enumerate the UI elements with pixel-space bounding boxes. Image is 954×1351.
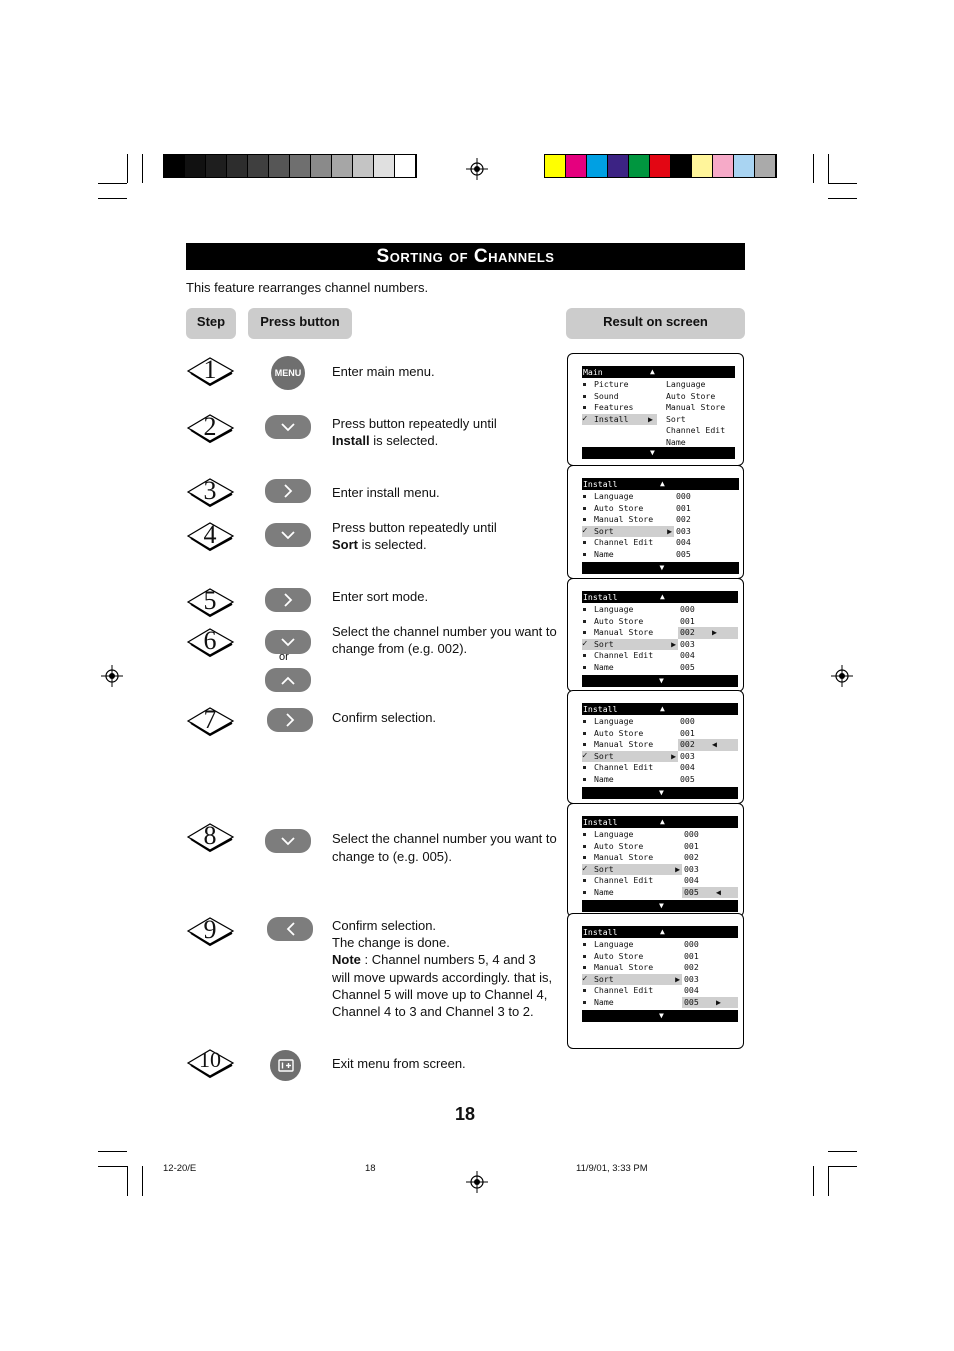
osd-submenu-item: Auto Store [666, 390, 716, 401]
osd-title: Install [583, 817, 618, 827]
step-9-line2: The change is done. [332, 935, 450, 951]
crop-mark [142, 1166, 143, 1196]
color-swatch [374, 155, 395, 177]
header-result: Result on screen [566, 308, 745, 339]
step-number-label: 3 [203, 476, 217, 505]
step-4-text [332, 519, 557, 553]
osd-item-label: Auto Store [594, 615, 644, 626]
osd-channel-number: 000 [680, 604, 695, 614]
osd-channel-number: 001 [680, 615, 695, 626]
step-3-text: Enter install menu. [332, 485, 440, 500]
osd-item-label: Channel Edit [594, 875, 654, 885]
osd-channel-number: 004 [676, 537, 691, 547]
osd-menu-item [582, 985, 682, 997]
result-screen-1 [567, 353, 744, 466]
step-number-4 [186, 519, 236, 553]
crop-mark [98, 198, 127, 199]
osd-item-label: Name [594, 886, 614, 897]
step-number-label: 5 [203, 586, 217, 615]
osd-channel-number: 003 [680, 750, 695, 761]
grayscale-bar [163, 154, 417, 178]
osd-item-label: Name [594, 773, 614, 784]
crop-mark [127, 154, 128, 183]
crop-mark [828, 1166, 829, 1196]
crop-mark [828, 154, 829, 183]
step-2-post: is selected. [369, 433, 439, 449]
result-screen-6 [567, 913, 744, 1049]
step-4-bold: Sort [332, 537, 358, 553]
osd-item-label: Sort [594, 750, 614, 761]
arrow-left-icon: ◀ [716, 886, 721, 897]
color-swatch [395, 155, 416, 177]
step-4-post: is selected. [358, 537, 427, 553]
osd-menu-item [582, 526, 674, 538]
osd-channel-number: 001 [676, 502, 691, 513]
osd-item-label: Auto Store [594, 840, 644, 851]
osd-menu-item [582, 997, 682, 1009]
down-button[interactable] [265, 829, 311, 853]
step-number-2 [186, 411, 236, 445]
note-label: Note [332, 952, 361, 968]
osd-channel-number: 002 [676, 514, 691, 524]
color-swatch [566, 155, 587, 177]
chevron-right-icon [286, 713, 295, 727]
arrow-right-icon: ▶ [648, 413, 653, 424]
arrow-down-icon: ▼ [650, 448, 655, 457]
osd-item-label: Manual Store [594, 739, 654, 749]
step-number-label: 2 [203, 412, 217, 441]
bullet-icon [583, 966, 586, 969]
footer-left: 12-20/E [163, 1163, 197, 1174]
osd-item-label: Manual Store [594, 852, 654, 862]
chevron-up-icon [281, 676, 295, 685]
osd-bottom-bar [582, 900, 738, 912]
osd-item-label: Language [594, 604, 634, 614]
color-swatch [692, 155, 713, 177]
osd-channel-number: 003 [680, 638, 695, 649]
osd-item-label: Channel Edit [594, 985, 654, 995]
osd-exit-button[interactable] [270, 1050, 301, 1081]
crop-mark [828, 1151, 857, 1152]
osd-menu-item [582, 841, 682, 853]
osd-channel-number: 003 [684, 863, 699, 874]
osd-menu-item [582, 379, 662, 391]
chevron-right-icon [284, 593, 293, 607]
arrow-right-icon: ▶ [712, 627, 717, 637]
bullet-icon [583, 608, 586, 611]
osd-menu-item [582, 728, 678, 740]
osd-item-label: Picture [594, 379, 629, 389]
footer-center: 18 [365, 1163, 376, 1174]
arrow-up-icon: ▲ [660, 817, 665, 826]
header-press-button: Press button [248, 308, 352, 339]
color-swatch [269, 155, 290, 177]
step-number-9 [186, 914, 236, 948]
bullet-icon [583, 631, 586, 634]
step-2-text [332, 415, 557, 449]
osd-channel-number: 000 [684, 829, 699, 839]
osd-menu-item [582, 887, 682, 899]
osd-channel-number: 005 [676, 548, 691, 559]
arrow-up-icon: ▲ [660, 704, 665, 713]
bullet-icon [583, 553, 586, 556]
osd-channel-number: 000 [680, 716, 695, 726]
osd-menu-item [582, 627, 678, 639]
osd-item-label: Name [594, 996, 614, 1007]
osd-submenu-item: Channel Edit [666, 425, 726, 435]
osd-title: Install [583, 479, 618, 489]
step-8-text: Select the channel number you want to change to (e.g. 005). [332, 831, 557, 864]
osd-item-label: Channel Edit [594, 537, 654, 547]
osd-title: Install [583, 704, 618, 714]
bullet-icon [583, 620, 586, 623]
osd-menu-item [582, 616, 678, 628]
crop-mark [828, 183, 857, 184]
osd-channel-number: 002 [684, 962, 699, 972]
osd-title: Main [583, 367, 603, 377]
color-swatch [650, 155, 671, 177]
step-2-bold: Install [332, 433, 370, 449]
footer-right: 11/9/01, 3:33 PM [576, 1163, 648, 1174]
step-number-6 [186, 625, 236, 659]
step-number-1 [186, 354, 236, 388]
step-number-7 [186, 704, 236, 738]
crop-mark [813, 1166, 814, 1196]
osd-menu-item [582, 402, 662, 414]
osd-submenu-item: Language [666, 379, 706, 389]
bullet-icon [583, 1001, 586, 1004]
up-button[interactable] [265, 668, 311, 692]
chevron-down-icon [281, 531, 295, 540]
osd-title: Install [583, 927, 618, 937]
bullet-icon [583, 507, 586, 510]
bullet-icon [583, 856, 586, 859]
osd-channel-number: 004 [684, 875, 699, 885]
osd-channel-number: 004 [684, 985, 699, 995]
result-screen-3 [567, 578, 744, 692]
chevron-right-icon [284, 484, 293, 498]
bullet-icon [583, 891, 586, 894]
right-button[interactable] [265, 479, 311, 503]
bullet-icon [583, 406, 586, 409]
down-button[interactable] [265, 415, 311, 439]
osd-menu-item [582, 391, 662, 403]
crop-mark [828, 198, 857, 199]
osd-channel-number: 004 [680, 650, 695, 660]
crop-mark [98, 183, 127, 184]
bullet-icon [583, 495, 586, 498]
registration-mark-icon [831, 665, 853, 687]
osd-channel-number: 005 [684, 996, 699, 1007]
osd-menu-item [582, 650, 678, 662]
osd-bottom-bar [582, 562, 739, 574]
check-icon: ✓ [582, 525, 588, 536]
color-swatch [248, 155, 269, 177]
color-swatch [713, 155, 734, 177]
osd-channel-number: 002 [680, 739, 695, 749]
osd-bottom-bar [582, 787, 738, 799]
color-swatch [629, 155, 650, 177]
osd-title-bar [582, 478, 739, 490]
color-swatch [671, 155, 692, 177]
registration-mark-icon [466, 1171, 488, 1193]
arrow-up-icon: ▲ [650, 367, 655, 376]
osd-menu-item [582, 974, 682, 986]
header-step: Step [186, 308, 236, 339]
arrow-right-icon: ▶ [675, 973, 680, 984]
step-1-text: Enter main menu. [332, 364, 435, 379]
step-number-8 [186, 820, 236, 854]
step-5-text: Enter sort mode. [332, 589, 429, 604]
arrow-down-icon: ▼ [659, 788, 664, 797]
color-swatch [755, 155, 776, 177]
bullet-icon [583, 732, 586, 735]
osd-item-label: Language [594, 716, 634, 726]
osd-title-bar [582, 366, 735, 378]
registration-mark-icon [466, 158, 488, 180]
osd-menu-item [582, 503, 674, 515]
osd-item-label: Channel Edit [594, 650, 654, 660]
color-swatch [206, 155, 227, 177]
step-number-label: 9 [203, 915, 217, 944]
osd-menu-item [582, 491, 674, 503]
osd-menu-item [582, 549, 674, 561]
step-2-pre: Press button repeatedly until [332, 416, 497, 431]
osd-title: Install [583, 592, 618, 602]
bullet-icon [583, 720, 586, 723]
color-swatch [545, 155, 566, 177]
osd-item-label: Channel Edit [594, 762, 654, 772]
right-button[interactable] [267, 708, 313, 732]
osd-item-label: Name [594, 661, 614, 672]
arrow-up-icon: ▲ [660, 479, 665, 488]
right-button[interactable] [265, 588, 311, 612]
osd-channel-number: 000 [684, 939, 699, 949]
crop-mark [98, 1151, 127, 1152]
bullet-icon [583, 541, 586, 544]
osd-menu-item [582, 951, 682, 963]
osd-item-label: Auto Store [594, 502, 644, 513]
osd-channel-number: 002 [684, 852, 699, 862]
color-swatch [332, 155, 353, 177]
step-6-text: Select the channel number you want to change from (e.g. 002). [332, 624, 557, 657]
crop-mark [142, 154, 143, 183]
color-bar [544, 154, 777, 178]
osd-channel-number: 001 [684, 950, 699, 961]
step-number-label: 4 [203, 520, 217, 549]
osd-menu-item [582, 762, 678, 774]
arrow-down-icon: ▼ [659, 563, 665, 572]
osd-menu-item [582, 639, 678, 651]
osd-menu-item [582, 774, 678, 786]
chevron-down-icon [281, 638, 295, 647]
check-icon: ✓ [582, 863, 588, 874]
osd-menu-item [582, 829, 682, 841]
arrow-down-icon: ▼ [659, 1011, 664, 1020]
osd-submenu-item: Sort [666, 413, 686, 424]
osd-item-label: Manual Store [594, 514, 654, 524]
chevron-left-icon [286, 922, 295, 936]
crop-mark [98, 1166, 127, 1167]
osd-item-label: Manual Store [594, 962, 654, 972]
bullet-icon [583, 654, 586, 657]
color-swatch [311, 155, 332, 177]
menu-button[interactable]: MENU [271, 356, 305, 390]
step-4-pre: Press button repeatedly until [332, 520, 497, 535]
step-number-label: 1 [203, 355, 217, 384]
osd-title-bar [582, 816, 738, 828]
chevron-down-icon [281, 423, 295, 432]
arrow-up-icon: ▲ [660, 927, 665, 936]
step-7-text: Confirm selection. [332, 710, 437, 725]
color-swatch [290, 155, 311, 177]
osd-channel-number: 005 [684, 886, 699, 897]
color-swatch [734, 155, 755, 177]
osd-channel-number: 001 [680, 727, 695, 738]
arrow-right-icon: ▶ [667, 525, 672, 536]
intro-text: This feature rearranges channel numbers. [186, 280, 429, 295]
result-screen-4 [567, 690, 744, 804]
step-9-text [332, 917, 557, 1020]
color-swatch [227, 155, 248, 177]
osd-menu-item [582, 875, 682, 887]
step-10-text: Exit menu from screen. [332, 1056, 466, 1071]
color-swatch [608, 155, 629, 177]
note-text: : Channel numbers 5, 4 and 3 will move upwards accordingly. that is, Channel 5 will move up to Channel 4, Channel 4 to 3 and Channel 3 to 2. [332, 952, 553, 1020]
color-swatch [185, 155, 206, 177]
arrow-left-icon: ◀ [712, 739, 717, 749]
bullet-icon [583, 518, 586, 521]
osd-item-label: Features [594, 402, 634, 412]
osd-channel-number: 005 [680, 661, 695, 672]
osd-item-label: Language [594, 491, 634, 501]
arrow-right-icon: ▶ [671, 750, 676, 761]
bullet-icon [583, 666, 586, 669]
step-number-5 [186, 585, 236, 619]
osd-item-label: Sort [594, 638, 614, 649]
osd-menu-item [582, 939, 682, 951]
osd-channel-number: 001 [684, 840, 699, 851]
bullet-icon [583, 383, 586, 386]
step-9-line1: Confirm selection. [332, 918, 437, 933]
color-swatch [587, 155, 608, 177]
osd-item-label: Language [594, 939, 634, 949]
bullet-icon [583, 955, 586, 958]
osd-title-bar [582, 703, 738, 715]
osd-channel-number: 003 [676, 525, 691, 536]
osd-submenu-item: Name [666, 436, 686, 447]
page-number: 18 [455, 1104, 476, 1124]
bullet-icon [583, 879, 586, 882]
osd-item-label: Install [594, 413, 629, 424]
osd-bottom-bar [582, 447, 735, 459]
osd-menu-item [582, 852, 682, 864]
result-screen-2 [567, 465, 744, 579]
color-swatch [164, 155, 185, 177]
osd-bottom-bar [582, 1010, 738, 1022]
arrow-up-icon: ▲ [660, 592, 665, 601]
osd-title-bar [582, 591, 738, 603]
osd-menu-item [582, 962, 682, 974]
crop-mark [127, 1166, 128, 1196]
bullet-icon [583, 778, 586, 781]
bullet-icon [583, 766, 586, 769]
down-button[interactable] [265, 523, 311, 547]
arrow-down-icon: ▼ [659, 676, 664, 685]
osd-menu-item [582, 716, 678, 728]
check-icon: ✓ [582, 750, 588, 761]
osd-icon [278, 1059, 294, 1072]
osd-title-bar [582, 926, 738, 938]
chevron-down-icon [281, 837, 295, 846]
osd-item-label: Auto Store [594, 727, 644, 738]
osd-menu-item [582, 414, 662, 426]
bullet-icon [583, 395, 586, 398]
osd-menu-item [582, 604, 678, 616]
osd-item-label: Manual Store [594, 627, 654, 637]
osd-channel-number: 005 [680, 773, 695, 784]
registration-mark-icon [101, 665, 123, 687]
osd-item-label: Language [594, 829, 634, 839]
check-icon: ✓ [582, 973, 588, 984]
bullet-icon [583, 833, 586, 836]
osd-menu-item [582, 739, 678, 751]
arrow-down-icon: ▼ [659, 901, 664, 910]
arrow-right-icon: ▶ [675, 863, 680, 874]
osd-item-label: Name [594, 548, 614, 559]
osd-submenu-item: Manual Store [666, 402, 726, 412]
step-number-3 [186, 475, 236, 509]
osd-item-label: Sound [594, 390, 619, 401]
osd-bottom-bar [582, 675, 738, 687]
color-swatch [353, 155, 374, 177]
step-number-10 [186, 1046, 236, 1080]
check-icon: ✓ [582, 413, 588, 424]
osd-channel-number: 003 [684, 973, 699, 984]
osd-item-label: Sort [594, 863, 614, 874]
osd-item-label: Sort [594, 525, 614, 536]
bullet-icon [583, 989, 586, 992]
bullet-icon [583, 845, 586, 848]
arrow-right-icon: ▶ [671, 638, 676, 649]
left-button[interactable] [267, 917, 313, 941]
osd-menu-item [582, 662, 678, 674]
osd-item-label: Auto Store [594, 950, 644, 961]
or-label: or [279, 651, 289, 663]
step-number-label: 8 [203, 821, 217, 850]
osd-channel-number: 000 [676, 491, 691, 501]
crop-mark [828, 1166, 857, 1167]
osd-channel-number: 004 [680, 762, 695, 772]
page-title: Sorting of Channels [186, 243, 745, 270]
crop-mark [813, 154, 814, 183]
osd-channel-number: 002 [680, 627, 695, 637]
step-number-label: 6 [203, 626, 217, 655]
bullet-icon [583, 943, 586, 946]
bullet-icon [583, 743, 586, 746]
osd-menu-item [582, 864, 682, 876]
osd-item-label: Sort [594, 973, 614, 984]
step-number-label: 7 [203, 705, 217, 734]
arrow-right-icon: ▶ [716, 996, 721, 1007]
step-number-label: 10 [199, 1047, 221, 1072]
osd-menu-item [582, 514, 674, 526]
osd-menu-item [582, 537, 674, 549]
osd-menu-item [582, 751, 678, 763]
result-screen-5 [567, 803, 744, 917]
check-icon: ✓ [582, 638, 588, 649]
